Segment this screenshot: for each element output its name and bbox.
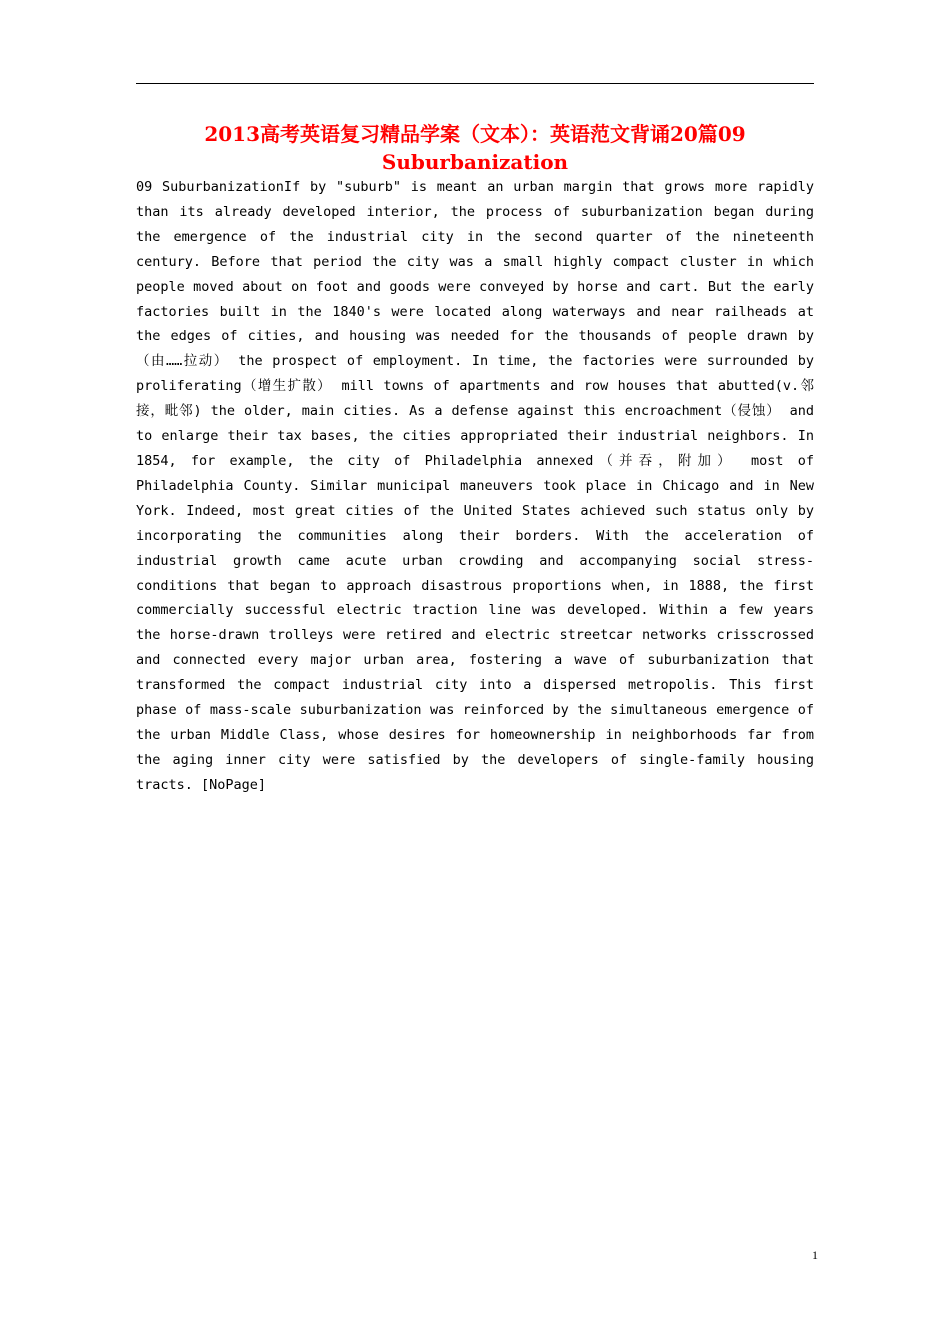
title-line-1: 2013高考英语复习精品学案（文本）：英语范文背诵20篇09 (204, 122, 746, 146)
body-paragraph: 09 SuburbanizationIf by "suburb" is meant an urban margin that grows more rapidly than its already developed interior, the process of suburbanization began during the emergence of the industrial city in the second quarter of the nineteenth century. Before that period the city was a small highly compact cluster in which people moved about on foot and goods were conveyed by horse and cart. But the early factories built in the 1840's were located along waterways and near railheads at the edges of cities, and housing was needed for the thousands of people drawn by（由……拉动） the prospect of employment. In time, the factories were surrounded by proliferating（增生扩散） mill towns of apartments and row houses that abutted(v.邻接，毗邻) the older, main cities. As a defense against this encroachment（侵蚀） and to enlarge their tax bases, the cities appropriated their industrial neighbors. In 1854, for example, the city of Philadelphia annexed（并吞，附加） most of Philadelphia County. Similar municipal maneuvers took place in Chicago and in New York. Indeed, most great cities of the United States achieved such status only by incorporating the communities along their borders. With the acceleration of industrial growth came acute urban crowding and accompanying social stress-conditions that began to approach disastrous proportions when, in 1888, the first commercially successful electric traction line was developed. Within a few years the horse-drawn trolleys were retired and electric streetcar networks crisscrossed and connected every major urban area, fostering a wave of suburbanization that transformed the compact industrial city into a dispersed metropolis. This first phase of mass-scale suburbanization was reinforced by the simultaneous emergence of the urban Middle Class, whose desires for homeownership in neighborhoods far from the aging inner city were satisfied by the developers of single-family housing tracts. [NoPage] (136, 179, 814, 793)
title-line-2: Suburbanization (381, 150, 569, 174)
document-title (136, 120, 814, 176)
header-rule (136, 83, 814, 84)
page-number: 1 (812, 1248, 818, 1262)
